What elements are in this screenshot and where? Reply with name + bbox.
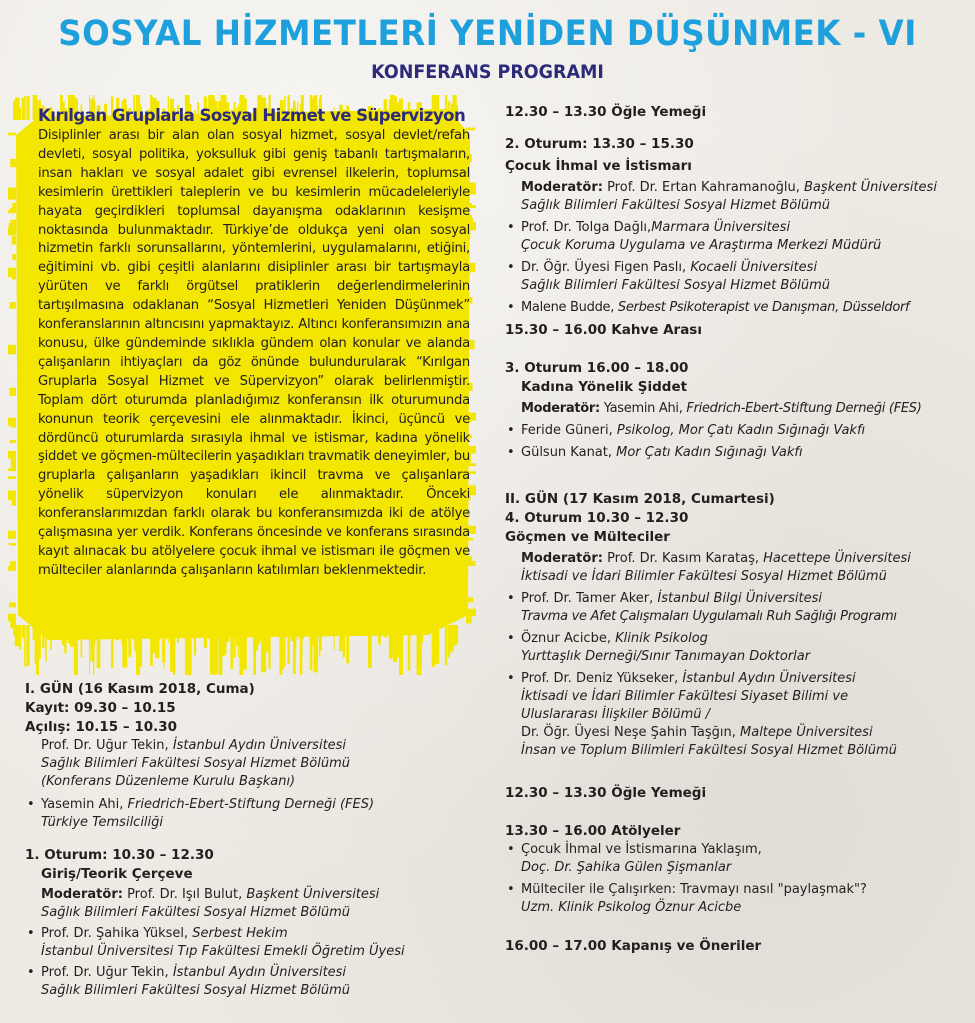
- session2-moderator: [505, 179, 970, 215]
- opening-time: Açılış: 10.15 – 10.30: [25, 719, 178, 735]
- brush-streak: [368, 625, 372, 668]
- brush-streak: [408, 625, 411, 671]
- brush-streak: [12, 203, 16, 213]
- brush-streak: [454, 625, 459, 643]
- brush-streak: [8, 187, 16, 194]
- workshop-item: [505, 841, 970, 877]
- brush-streak: [280, 625, 284, 639]
- brush-streak: [116, 625, 119, 640]
- speaker-affiliation-line: Çocuk Koruma Uygulama ve Araştırma Merkezi Müdürü: [521, 238, 882, 253]
- brush-streak: [448, 625, 450, 657]
- closing-session: 16.00 – 17.00 Kapanış ve Öneriler: [505, 938, 762, 954]
- speaker-role: (Konferans Düzenleme Kurulu Başkanı): [41, 774, 296, 789]
- brush-streak: [139, 625, 142, 667]
- speaker-affiliation-line: İnsan ve Toplum Bilimleri Fakültesi Sosyal Hizmet Bölümü: [521, 743, 897, 758]
- moderator-label: Moderatör:: [521, 551, 603, 566]
- moderator-name: Prof. Dr. Kasım Karataş,: [602, 551, 764, 566]
- brush-streak: [162, 625, 165, 662]
- brush-streak: [74, 625, 75, 674]
- day1-lunch: 12.30 – 13.30 Öğle Yemeği: [505, 104, 707, 120]
- workshop-title: Çocuk İhmal ve İstismarına Yaklaşım,: [521, 842, 762, 857]
- brush-streak: [13, 222, 16, 230]
- brush-streak: [334, 625, 335, 650]
- brush-streak: [11, 345, 16, 354]
- speaker-affiliation: Friedrich-Ebert-Stiftung Derneği (FES): [127, 797, 375, 812]
- speaker-affiliation-line: Sağlık Bilimleri Fakültesi Sosyal Hizmet Bölümü: [521, 278, 831, 293]
- speaker-name: Prof. Dr. Tamer Aker,: [521, 591, 658, 606]
- moderator-name: Prof. Dr. Ertan Kahramanoğlu,: [602, 180, 805, 195]
- session4-moderator: [505, 550, 970, 586]
- speaker-affiliation-line: Sağlık Bilimleri Fakültesi Sosyal Hizmet Bölümü: [41, 756, 351, 771]
- moderator-affiliation-line: İktisadi ve İdari Bilimler Fakültesi Sosyal Hizmet Bölümü: [521, 569, 887, 584]
- session2-speaker: [505, 259, 970, 295]
- brush-streak: [81, 625, 83, 657]
- moderator-affiliation: Başkent Üniversitesi: [804, 180, 937, 195]
- session2-heading: 2. Oturum: 13.30 – 15.30: [505, 136, 694, 152]
- speaker-name: Prof. Dr. Deniz Yükseker,: [521, 671, 683, 686]
- speaker-affiliation: Kocaeli Üniversitesi: [690, 260, 818, 275]
- brush-streak: [8, 451, 16, 459]
- session4-speaker: [505, 630, 970, 666]
- session3-moderator: [505, 400, 970, 418]
- workshops-heading: 13.30 – 16.00 Atölyeler: [505, 823, 681, 839]
- brush-streak: [90, 625, 94, 662]
- moderator-affiliation-line: Sağlık Bilimleri Fakültesi Sosyal Hizmet Bölümü: [521, 198, 831, 213]
- brush-streak: [60, 625, 63, 638]
- brush-streak: [26, 625, 29, 666]
- moderator-name: Prof. Dr. Işıl Bulut,: [122, 887, 247, 902]
- session2-topic: Çocuk İhmal ve İstismarı: [505, 158, 692, 174]
- speaker-name: Öznur Acicbe,: [521, 631, 616, 646]
- brush-streak: [226, 625, 229, 642]
- moderator-affiliation-line: Sağlık Bilimleri Fakültesi Sosyal Hizmet Bölümü: [41, 905, 351, 920]
- speaker-affiliation: İstanbul Aydın Üniversitesi: [682, 671, 856, 686]
- brush-streak: [89, 625, 90, 675]
- brush-streak: [301, 625, 303, 659]
- brush-streak: [8, 531, 16, 539]
- speaker-name: Gülsun Kanat,: [521, 445, 617, 460]
- brush-streak: [22, 625, 24, 638]
- speaker-name: Prof. Dr. Tolga Dağlı,: [521, 220, 652, 235]
- day2-lunch: 12.30 – 13.30 Öğle Yemeği: [505, 785, 707, 801]
- brush-streak: [287, 625, 290, 664]
- brush-streak: [155, 625, 159, 658]
- brush-streak: [11, 459, 16, 468]
- moderator-label: Moderatör:: [521, 401, 600, 416]
- session1-speaker: [25, 964, 485, 1000]
- brush-streak: [215, 625, 218, 670]
- brush-streak: [311, 625, 312, 643]
- brush-streak: [42, 625, 44, 648]
- brush-streak: [9, 388, 16, 396]
- brush-streak: [22, 98, 24, 120]
- speaker-affiliation: Mor Çatı Kadın Sığınağı Vakfı: [616, 445, 803, 460]
- brush-streak: [293, 625, 296, 674]
- session1-moderator: [25, 886, 485, 922]
- session4-speaker: [505, 670, 970, 760]
- session4-speaker: [505, 590, 970, 626]
- brush-streak: [168, 625, 169, 643]
- day1-date: (16 Kasım 2018, Cuma): [73, 681, 255, 697]
- brush-streak: [10, 208, 16, 211]
- speaker-name: Feride Güneri,: [521, 423, 617, 438]
- speaker-affiliation: İstanbul Aydın Üniversitesi: [172, 738, 347, 753]
- speaker-affiliation-line: Travma ve Afet Çalışmaları Uygulamalı Ruh Sağlığı Programı: [521, 609, 897, 624]
- speaker-affiliation-line: Yurttaşlık Derneği/Sınır Tanımayan Doktorlar: [521, 649, 811, 664]
- brush-streak: [194, 625, 196, 655]
- speaker-affiliation-line: Uluslararası İlişkiler Bölümü /: [521, 707, 711, 722]
- opening-speaker: [25, 796, 485, 832]
- session4-heading: 4. Oturum 10.30 – 12.30: [505, 510, 689, 526]
- day2-date: (17 Kasım 2018, Cumartesi): [558, 491, 775, 507]
- brush-streak: [8, 418, 16, 426]
- session3-topic: Kadına Yönelik Şiddet: [521, 379, 688, 395]
- brush-streak: [10, 159, 16, 167]
- speaker-affiliation: İstanbul Aydın Üniversitesi: [172, 965, 347, 980]
- brush-streak: [378, 625, 381, 644]
- brush-streak: [313, 625, 315, 643]
- brush-streak: [8, 468, 16, 471]
- brush-streak: [343, 625, 345, 657]
- speaker-affiliation-line: İstanbul Üniversitesi Tıp Fakültesi Emekli Öğretim Üyesi: [41, 944, 405, 959]
- brush-streak: [15, 98, 20, 120]
- brush-streak: [177, 625, 179, 642]
- speaker-name: Prof. Dr. Şahika Yüksel,: [41, 926, 193, 941]
- brush-streak: [225, 625, 227, 646]
- day2-heading: [505, 490, 970, 509]
- brush-streak: [208, 625, 212, 639]
- brush-streak: [291, 625, 294, 641]
- speaker-name: Prof. Dr. Uğur Tekin,: [41, 965, 173, 980]
- intro-title: Kırılgan Gruplarla Sosyal Hizmet ve Süpervizyon: [38, 106, 466, 125]
- speaker-name: Yasemin Ahi,: [41, 797, 128, 812]
- coffee-break: 15.30 – 16.00 Kahve Arası: [505, 322, 702, 338]
- brush-streak: [12, 254, 16, 260]
- brush-streak: [297, 625, 298, 640]
- brush-streak: [346, 625, 349, 663]
- speaker-affiliation: Klinik Psikolog: [615, 631, 708, 646]
- moderator-affiliation: Friedrich-Ebert-Stiftung Derneği (FES): [686, 401, 922, 416]
- speaker-affiliation-line: Sağlık Bilimleri Fakültesi Sosyal Hizmet Bölümü: [41, 983, 351, 998]
- session3-speaker: [505, 422, 970, 440]
- brush-streak: [12, 498, 16, 506]
- speaker-name: Prof. Dr. Uğur Tekin,: [41, 738, 173, 753]
- brush-streak: [218, 625, 222, 639]
- brush-streak: [314, 625, 317, 666]
- brush-streak: [8, 476, 16, 479]
- brush-streak: [104, 625, 107, 636]
- moderator-label: Moderatör:: [41, 887, 123, 902]
- session4-topic: Göçmen ve Mülteciler: [505, 529, 670, 545]
- day1-program: [25, 680, 485, 1000]
- day1-label: I. GÜN: [25, 681, 74, 697]
- moderator-label: Moderatör:: [521, 180, 603, 195]
- brush-streak: [261, 625, 266, 672]
- moderator-affiliation: Hacettepe Üniversitesi: [763, 551, 911, 566]
- brush-streak: [253, 625, 258, 651]
- brush-streak: [24, 96, 26, 120]
- brush-streak: [435, 625, 439, 664]
- brush-streak: [213, 625, 214, 660]
- brush-streak: [24, 625, 26, 666]
- intro-section: [38, 106, 470, 581]
- session1-heading: 1. Oturum: 10.30 – 12.30: [25, 847, 214, 863]
- session3-speaker: [505, 444, 970, 462]
- brush-streak: [147, 625, 152, 636]
- brush-streak: [50, 625, 52, 650]
- brush-streak: [122, 625, 127, 668]
- speaker-affiliation: Marmara Üniversitesi: [651, 220, 791, 235]
- opening-speaker: [25, 737, 485, 791]
- brush-streak: [320, 625, 322, 650]
- registration-time: Kayıt: 09.30 – 10.15: [25, 700, 176, 716]
- speaker-affiliation: Serbest Psikoterapist ve Danışman, Düsseldorf: [617, 300, 910, 315]
- brush-streak: [10, 561, 16, 568]
- speaker-affiliation: İstanbul Bilgi Üniversitesi: [657, 591, 822, 606]
- moderator-name: Yasemin Ahi,: [599, 401, 687, 416]
- brush-streak: [8, 133, 16, 136]
- brush-streak: [97, 625, 101, 668]
- brush-streak: [445, 625, 446, 649]
- workshop-item: [505, 881, 970, 917]
- brush-streak: [33, 95, 37, 120]
- session1-speaker: [25, 925, 485, 961]
- session1-topic: Giriş/Teorik Çerçeve: [41, 866, 193, 882]
- brush-streak: [204, 625, 207, 648]
- brush-streak: [26, 96, 29, 120]
- brush-streak: [9, 602, 16, 607]
- brush-streak: [8, 268, 16, 277]
- brush-streak: [197, 625, 199, 636]
- speaker-affiliation: Psikolog, Mor Çatı Kadın Sığınağı Vakfı: [616, 423, 866, 438]
- brush-streak: [12, 236, 16, 244]
- brush-streak: [39, 625, 41, 659]
- brush-streak: [384, 625, 387, 637]
- brush-streak: [284, 625, 286, 667]
- workshop-title: Mülteciler ile Çalışırken: Travmayı nasıl "paylaşmak"?: [521, 882, 867, 897]
- brush-streak: [243, 625, 247, 670]
- brush-streak: [186, 625, 187, 646]
- workshop-leader: Uzm. Klinik Psikolog Öznur Acicbe: [521, 900, 742, 915]
- page-title: SOSYAL HİZMETLERİ YENİDEN DÜŞÜNMEK - VI: [58, 14, 917, 54]
- session2-speaker: [505, 219, 970, 255]
- session2-speaker: [505, 299, 970, 317]
- brush-streak: [418, 625, 422, 668]
- moderator-affiliation: Başkent Üniversitesi: [246, 887, 380, 902]
- brush-streak: [10, 302, 16, 309]
- session3-heading: 3. Oturum 16.00 – 18.00: [505, 360, 689, 376]
- brush-streak: [9, 543, 16, 546]
- brush-streak: [111, 625, 114, 668]
- speaker-affiliation-line: Türkiye Temsilciliği: [41, 815, 164, 830]
- brush-streak: [10, 440, 16, 443]
- speaker-name: Dr. Öğr. Üyesi Neşe Şahin Taşğın,: [521, 725, 741, 740]
- day1-heading: [25, 680, 485, 699]
- speaker-name: Dr. Öğr. Üyesi Figen Paslı,: [521, 260, 691, 275]
- page-subtitle: KONFERANS PROGRAMI: [371, 61, 604, 83]
- speaker-affiliation: Serbest Hekim: [192, 926, 288, 941]
- brush-streak: [11, 425, 16, 427]
- brush-streak: [128, 625, 131, 657]
- speaker-affiliation: Maltepe Üniversitesi: [740, 725, 873, 740]
- brush-streak: [268, 625, 270, 669]
- brush-streak: [190, 625, 192, 675]
- speaker-name: Malene Budde,: [521, 300, 618, 315]
- workshop-leader: Doç. Dr. Şahika Gülen Şişmanlar: [521, 860, 732, 875]
- brush-streak: [432, 625, 435, 667]
- brush-streak: [234, 625, 236, 658]
- brush-streak: [134, 625, 139, 651]
- brush-streak: [231, 625, 234, 669]
- brush-streak: [45, 625, 47, 662]
- brush-streak: [33, 625, 37, 640]
- brush-streak: [238, 625, 239, 657]
- brush-streak: [466, 609, 476, 616]
- day2-label: II. GÜN: [505, 491, 559, 507]
- brush-streak: [8, 614, 16, 621]
- brush-streak: [170, 625, 174, 672]
- program-right-column: [505, 103, 970, 956]
- brush-streak: [373, 625, 375, 635]
- brush-streak: [339, 625, 343, 651]
- brush-streak: [395, 625, 400, 658]
- speaker-affiliation-line: İktisadi ve İdari Bilimler Fakültesi Siyaset Bilimi ve: [521, 689, 849, 704]
- intro-body: Disiplinler arası bir alan olan sosyal hizmet, sosyal devlet/refah devleti, sosyal politika, yoksulluk gibi geniş tabanlı tartışmaların, insan hakları ve sosyal adalet gibi evrensel ilkelerin, toplumsal kesimlerin ürettikleri taleplerin ve bu kesimlerin mücadeleleriyle hayata geçirdikleri toplumsal dayanışma odaklarının kesişme noktasında bulunmaktadır. Türkiye’de oldukça yeni olan sosyal hizmetin farklı sorunsallarını, yöntemlerini, uygulamalarını, etiğini, eğitimini vb. gibi çeşitli alanlarını disiplinler arası bir tartışmayla yürüten ve farklı örgütsel pratiklerin değerlendirmelerinin tartışılmasına odaklanan “Sosyal Hizmetleri Yeniden Düşünmek” konferanslarının altıncısını yapmaktayız. Altıncı konferansımızın ana konusu, ülke gündeminde sıklıkla gündem olan konular ve alanda çalışanların ihtiyaçları da göz önünde bulundurularak “Kırılgan Gruplarla Sosyal Hizmet ve Süpervizyon” olarak belirlenmiştir. Toplam dört oturumda planladığımız konferansın ilk oturumunda konunun teorik çerçevesini ele alınmaktadır. İkinci, üçüncü ve dördüncü oturumlarda sırasıyla ihmal ve istismar, kadına yönelik şiddet ve göçmen-mültecilerin yaşadıkları travmatik deneyimler, bu gruplarla çalışanların yaşadıkları ikincil travma ve çalışanlara yönelik süpervizyon konuları ele alınmaktadır. Önceki konferanslarımızdan farklı olarak bu konferansımızda iki de atölye çalışmasına yer verdik. Konferans öncesinde ve konferans sırasında kayıt alınacak bu atölyelere çocuk ihmal ve istismarı ile göçmen ve mülteciler alanlarında çalışanların katılımları beklenmektedir.: [38, 128, 470, 578]
- brush-streak: [466, 597, 473, 602]
